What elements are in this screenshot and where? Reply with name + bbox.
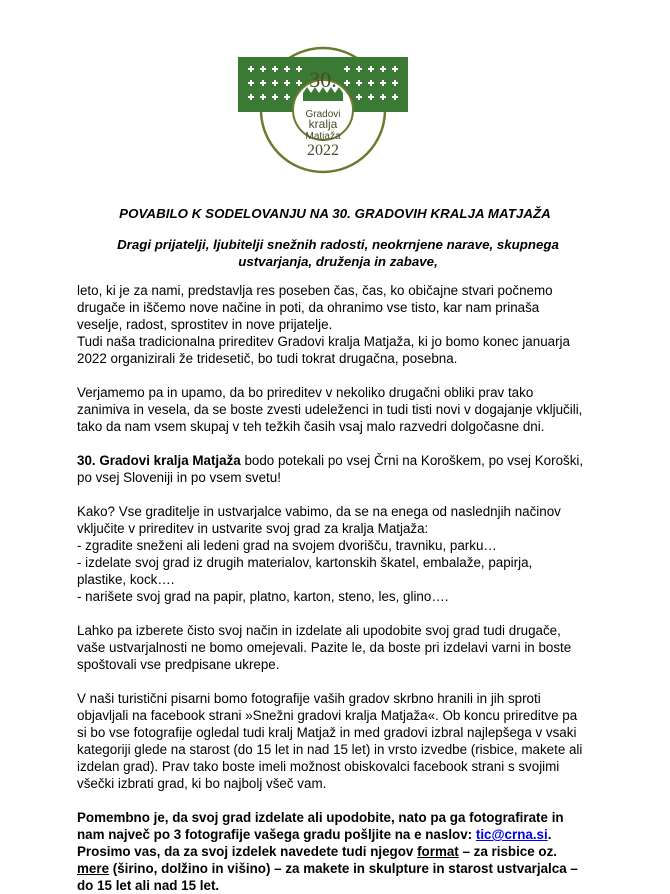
text-line: leto, ki je za nami, predstavlja res poseben čas, čas, ko običajne stvari počnemo [77, 283, 553, 298]
list-item: - izdelate svoj grad iz drugih materialov, kartonskih škatel, embalaže, papirja, [77, 555, 533, 570]
text-line: vaše ustvarjalnosti ne bomo omejevali. Pazite le, da boste pri izdelavi varni in boste [77, 640, 572, 655]
text-line: vključite v prireditev in ustvarite svoj grad za kralja Matjaža: [77, 521, 429, 536]
paragraph-intro [77, 282, 597, 367]
text-line: bodo potekali po vsej Črni na Koroškem, po vsej Koroški, [240, 453, 584, 468]
text-line: Prosimo vas, da za svoj izdelek navedete tudi njegov [77, 844, 418, 859]
text-line: (širino, dolžino in višino) – za makete in skulpture in starost ustvarjalca – [109, 861, 578, 876]
text-line: Kako? Vse graditelje in ustvarjalce vabimo, da se na enega od naslednjih načinov [77, 504, 561, 519]
paragraph-hope [77, 384, 597, 435]
text-line: Tudi naša tradicionalna prireditev Gradovi kralja Matjaža, ki jo bomo konec januarja [77, 334, 570, 349]
text-line: spoštovali vse predpisane ukrepe. [77, 657, 280, 672]
text-line: si bo vse fotografije ogledal tudi kralj Matjaž in med gradovi izbral najlepšega v vsaki [77, 725, 577, 740]
text-line: veselje, radost, sprostitev in nove prijatelje. [77, 317, 333, 332]
paragraph-important [77, 809, 597, 894]
text-line: Pomembno je, da svoj grad izdelate ali upodobite, nato pa ga fotografirate in [77, 810, 564, 825]
event-name: 30. Gradovi kralja Matjaža [77, 453, 241, 468]
logo-line3: Matjaža [305, 131, 341, 142]
document-title: POVABILO K SODELOVANJU NA 30. GRADOVIH KRALJA MATJAŽA [119, 206, 551, 221]
text-line: zanimiva in vesela, da se boste zvesti udeleženci in tudi tisti novi v dogajanje vključili, [77, 402, 583, 417]
list-item: - narišete svoj grad na papir, platno, karton, steno, les, glino…. [77, 589, 449, 604]
text-line: Lahko pa izberete čisto svoj način in izdelate ali upodobite svoj grad tudi drugače, [77, 623, 561, 638]
paragraph-facebook [77, 690, 597, 792]
text-line: izdelan grad). Prav tako boste imeli možnost obiskovalci facebook strani s svojimi [77, 759, 560, 774]
paragraph-own-way [77, 622, 597, 673]
list-item: plastike, kock…. [77, 572, 175, 587]
logo-line2: kralja [308, 117, 338, 131]
text-line: všečki izbrati grad, ki bo najbolj všeč vam. [77, 776, 327, 791]
event-logo [234, 45, 412, 175]
text-line: Verjamemo pa in upamo, da bo prireditev v nekoliko drugačni obliki prav tako [77, 385, 534, 400]
text-line: kategoriji glede na starost (do 15 let in nad 15 let) in vrsto izvedbe (risbice, makete ali [77, 742, 583, 757]
logo-year: 2022 [307, 142, 339, 159]
text-line: V naši turistični pisarni bomo fotografije vaših gradov skrbno hranili in jih sproti [77, 691, 541, 706]
text-line: po vsej Sloveniji in po vsem svetu! [77, 470, 281, 485]
text-line: do 15 let ali nad 15 let. [77, 878, 220, 893]
text-line: drugače in iščemo nove načine in poti, da ohranimo vse tisto, kar nam prinaša [77, 300, 540, 315]
text-line: nam največ po 3 fotografije vašega gradu pošljite na e naslov: [77, 827, 476, 842]
text-line: – za risbice oz. [458, 844, 558, 859]
paragraph-location [77, 452, 597, 486]
list-item: - zgradite sneženi ali ledeni grad na svojem dvorišču, travniku, parku… [77, 538, 497, 553]
text-line: 2022 organizirali že tridesetič, bo tudi tokrat drugačna, posebna. [77, 351, 458, 366]
greeting: Dragi prijatelji, ljubitelji snežnih radosti, neokrnjene narave, skupnega ustvarjanja, druženja in zabave, [117, 237, 559, 269]
paragraph-how [77, 503, 597, 605]
logo-line1: Gradovi [305, 109, 341, 120]
castle-emblem-icon [234, 45, 412, 175]
text-line: objavljali na facebook strani »Snežni gradovi kralja Matjaža«. Ob koncu prireditve pa [77, 708, 578, 723]
email-link[interactable]: tic@crna.si [475, 827, 548, 842]
text-punct: . [547, 827, 552, 842]
text-line: tako da nam vsem skupaj v teh težkih časih vsaj malo razvedri dolgočasne dni. [77, 419, 545, 434]
document-body [77, 282, 597, 894]
logo-number: 30. [309, 67, 337, 92]
mere-term: mere [77, 861, 110, 876]
format-term: format [417, 844, 459, 859]
